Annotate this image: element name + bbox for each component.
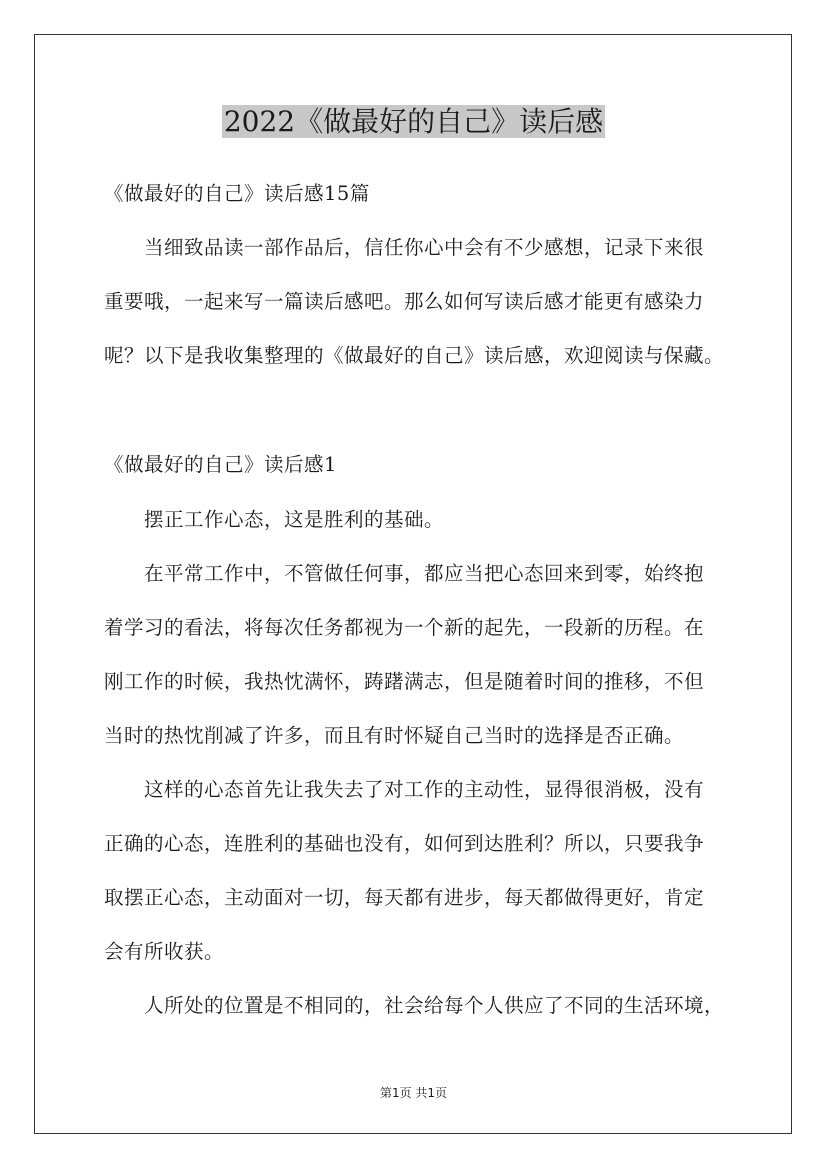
paragraph-line: 正确的心态，连胜利的基础也没有，如何到达胜利？所以，只要我争 — [104, 832, 705, 855]
page-footer: 第1页 共1页 — [379, 1086, 448, 1100]
paragraph-line: 会有所收获。 — [104, 940, 225, 963]
paragraph-line: 这样的心态首先让我失去了对工作的主动性，显得很消极，没有 — [144, 778, 705, 801]
intro-line: 重要哦，一起来写一篇读后感吧。那么如何写读后感才能更有感染力 — [104, 290, 705, 313]
document-subtitle: 《做最好的自己》读后感15篇 — [104, 182, 370, 205]
paragraph-line: 当时的热忱削减了许多，而且有时怀疑自己当时的选择是否正确。 — [104, 724, 685, 747]
paragraph-line: 取摆正心态，主动面对一切，每天都有进步，每天都做得更好，肯定 — [104, 886, 705, 909]
document-title-text: 2022《做最好的自己》读后感 — [223, 105, 604, 138]
section-heading: 《做最好的自己》读后感1 — [104, 453, 337, 476]
paragraph-line: 在平常工作中，不管做任何事，都应当把心态回来到零，始终抱 — [144, 562, 705, 585]
intro-line: 呢？以下是我收集整理的《做最好的自己》读后感，欢迎阅读与保藏。 — [104, 344, 725, 367]
paragraph-line: 摆正工作心态，这是胜利的基础。 — [144, 508, 445, 531]
document-title — [0, 102, 827, 142]
paragraph-line: 着学习的看法，将每次任务都视为一个新的起先，一段新的历程。在 — [104, 616, 705, 639]
paragraph-line: 人所处的位置是不相同的，社会给每个人供应了不同的生活环境， — [144, 994, 725, 1017]
intro-line: 当细致品读一部作品后，信任你心中会有不少感想，记录下来很 — [144, 236, 705, 259]
paragraph-line: 刚工作的时候，我热忱满怀，踌躇满志，但是随着时间的推移，不但 — [104, 670, 705, 693]
